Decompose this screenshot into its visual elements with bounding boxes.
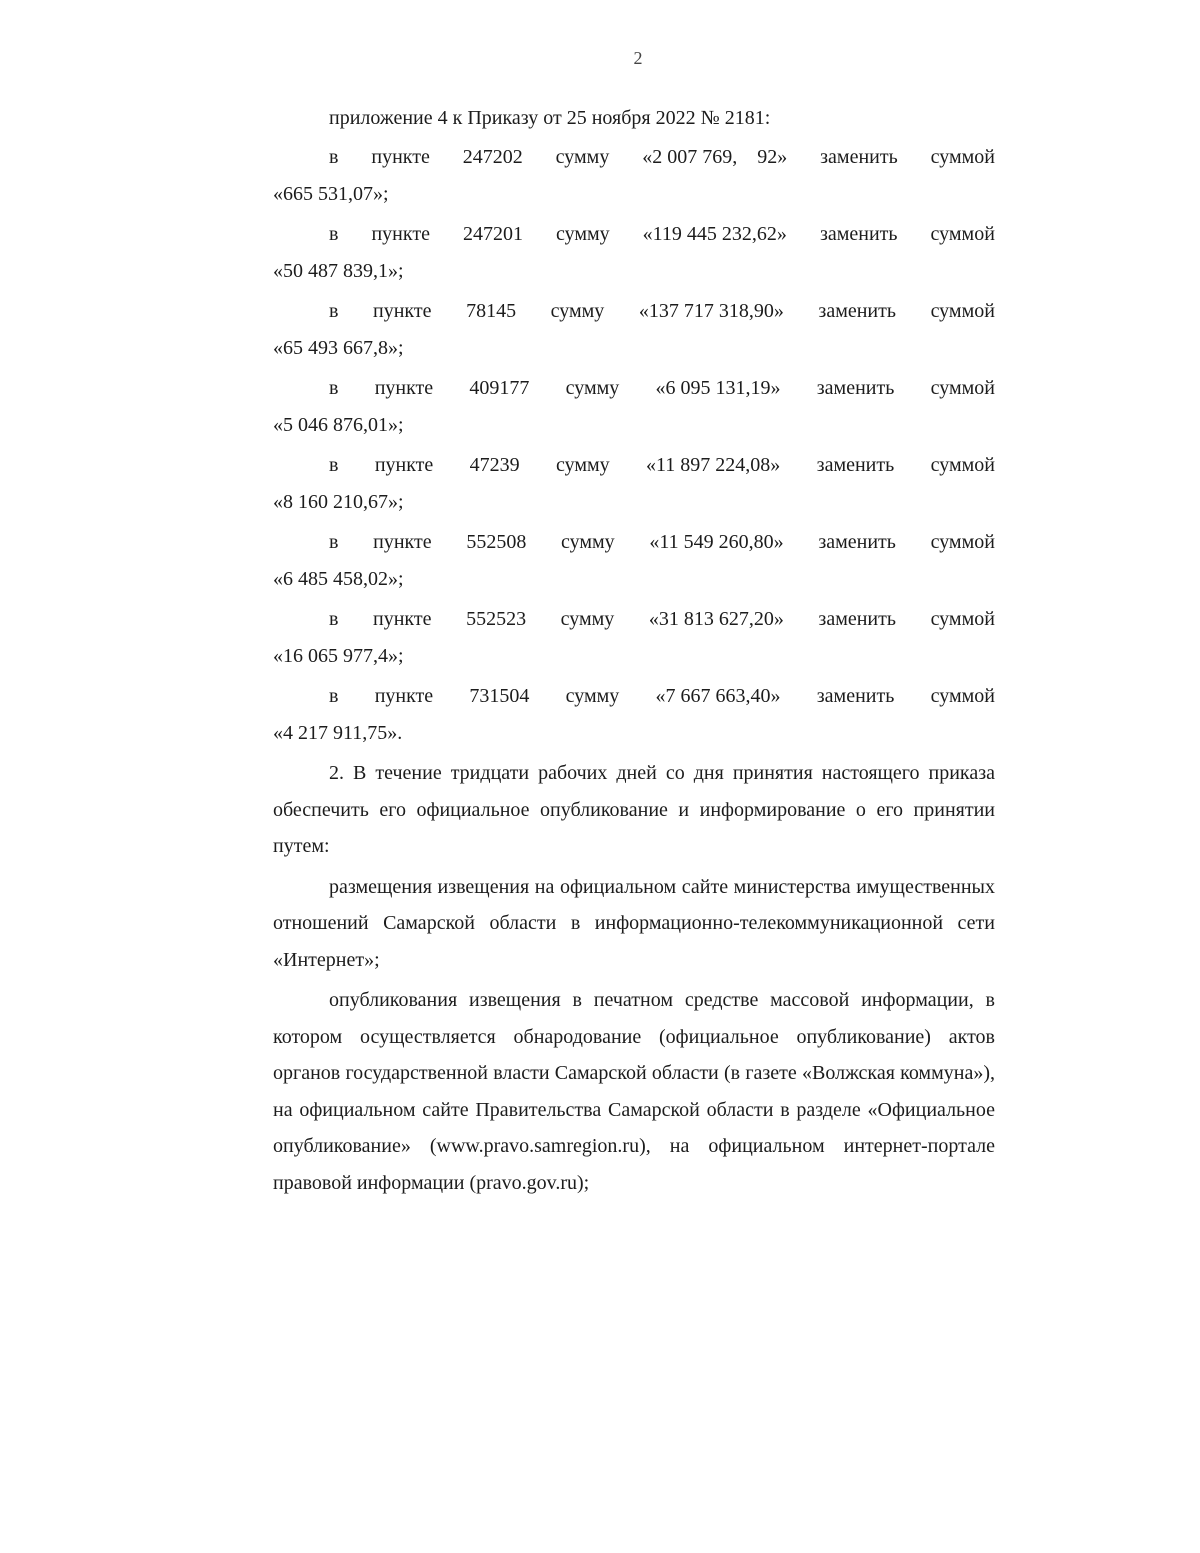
point-number: 552523: [466, 608, 527, 630]
page-number: 2: [633, 48, 643, 68]
amendment-item: [273, 447, 995, 521]
old-amount: «119 445 232,62»: [642, 223, 787, 245]
word-prep: в: [329, 300, 339, 322]
word-with-sum: суммой: [930, 531, 995, 553]
old-amount: «7 667 663,40»: [655, 685, 781, 707]
amendment-line: [273, 139, 995, 176]
word-prep: в: [329, 685, 339, 707]
word-prep: в: [329, 454, 339, 476]
point-number: 247201: [462, 223, 523, 245]
word-with-sum: суммой: [930, 685, 995, 707]
point-number: 552508: [466, 531, 527, 553]
point-number: 247202: [462, 146, 523, 168]
word-sum: сумму: [550, 300, 605, 322]
word-point: пункте: [374, 454, 434, 476]
word-replace: заменить: [818, 300, 896, 322]
word-prep: в: [329, 531, 339, 553]
new-amount: «8 160 210,67»;: [273, 491, 404, 513]
amendment-list: [273, 139, 995, 752]
point-number: 78145: [466, 300, 517, 322]
old-amount: «11 897 224,08»: [646, 454, 781, 476]
word-point: пункте: [374, 377, 434, 399]
word-replace: заменить: [816, 454, 895, 476]
word-point: пункте: [371, 146, 430, 168]
word-with-sum: суммой: [930, 377, 995, 399]
word-point: пункте: [373, 531, 432, 553]
word-replace: заменить: [818, 531, 896, 553]
word-point: пункте: [374, 685, 434, 707]
amendment-item: [273, 601, 995, 675]
new-amount: «4 217 911,75».: [273, 722, 403, 744]
word-replace: заменить: [818, 608, 896, 630]
word-with-sum: суммой: [930, 300, 995, 322]
word-replace: заменить: [820, 146, 898, 168]
word-prep: в: [329, 223, 339, 245]
word-point: пункте: [371, 223, 430, 245]
word-sum: сумму: [556, 454, 610, 476]
word-sum: сумму: [555, 146, 610, 168]
word-sum: сумму: [561, 531, 615, 553]
old-amount: «31 813 627,20»: [648, 608, 784, 630]
word-sum: сумму: [565, 377, 620, 399]
word-sum: сумму: [555, 223, 610, 245]
amendment-line: [273, 293, 995, 330]
amendment-item: [273, 524, 995, 598]
amendment-item: [273, 678, 995, 752]
word-with-sum: суммой: [930, 608, 995, 630]
point-number: 731504: [469, 685, 530, 707]
word-prep: в: [329, 146, 339, 168]
amendment-item: [273, 370, 995, 444]
word-point: пункте: [373, 608, 432, 630]
paragraph-print-publication: опубликования извещения в печатном средстве массовой информации, в котором осуществляется обнародование (официальное опубликование) актов органов государственной власти Самарской области (в газете «Волжская коммуна»), на официальном сайте Правительства Самарской области в разделе «Официальное опубликование» (www.pravo.samregion.ru), на официальном интернет-портале правовой информации (pravo.gov.ru);: [273, 989, 995, 1194]
word-with-sum: суммой: [930, 146, 995, 168]
old-amount: «137 717 318,90»: [638, 300, 784, 322]
new-amount: «6 485 458,02»;: [273, 568, 404, 590]
paragraph-publication-term: 2. В течение тридцати рабочих дней со дня принятия настоящего приказа обеспечить его официальное опубликование и информирование о его принятии путем:: [273, 762, 995, 857]
word-prep: в: [329, 608, 339, 630]
amendment-item: [273, 139, 995, 213]
amendment-line: [273, 447, 995, 484]
word-replace: заменить: [816, 685, 895, 707]
word-with-sum: суммой: [930, 454, 995, 476]
word-replace: заменить: [816, 377, 895, 399]
word-point: пункте: [373, 300, 432, 322]
word-with-sum: суммой: [930, 223, 995, 245]
amendment-line: [273, 601, 995, 638]
amendment-line: [273, 678, 995, 715]
amendment-item: [273, 216, 995, 290]
point-number: 47239: [469, 454, 520, 476]
amendment-item: [273, 293, 995, 367]
point-number: 409177: [469, 377, 530, 399]
amendment-line: [273, 524, 995, 561]
word-replace: заменить: [819, 223, 898, 245]
new-amount: «5 046 876,01»;: [273, 414, 404, 436]
document-body: [273, 100, 995, 1201]
amendment-line: [273, 216, 995, 253]
word-sum: сумму: [565, 685, 620, 707]
new-amount: «50 487 839,1»;: [273, 260, 404, 282]
intro-line: приложение 4 к Приказу от 25 ноября 2022 № 2181:: [329, 107, 771, 129]
amendment-line: [273, 370, 995, 407]
new-amount: «16 065 977,4»;: [273, 645, 404, 667]
old-amount: «6 095 131,19»: [655, 377, 781, 399]
new-amount: «65 493 667,8»;: [273, 337, 404, 359]
paragraph-website-placement: размещения извещения на официальном сайте министерства имущественных отношений Самарской области в информационно-телекоммуникационной сети «Интернет»;: [273, 875, 995, 971]
old-amount: «11 549 260,80»: [649, 531, 784, 553]
new-amount: «665 531,07»;: [273, 183, 389, 205]
word-sum: сумму: [560, 608, 615, 630]
old-amount: «2 007 769, 92»: [642, 146, 788, 168]
word-prep: в: [329, 377, 339, 399]
